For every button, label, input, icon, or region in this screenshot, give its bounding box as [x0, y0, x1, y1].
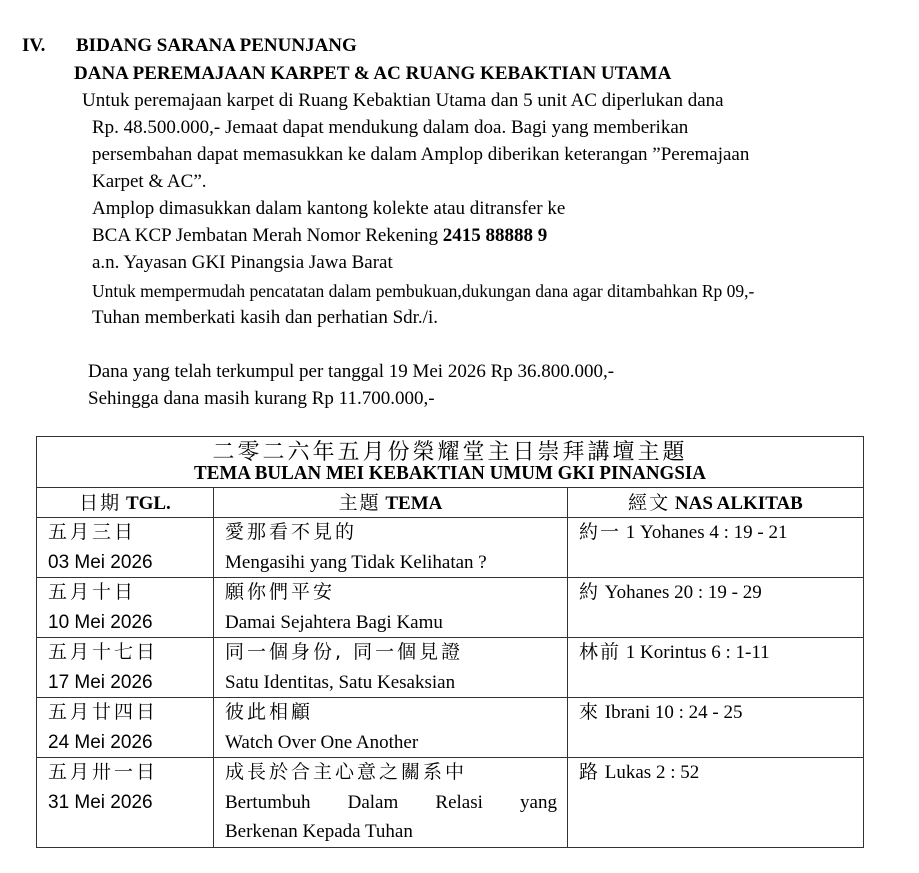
scripture-zh: 林前 [579, 641, 622, 663]
account-holder: a.n. Yayasan GKI Pinangsia Jawa Barat [92, 252, 393, 273]
table-row [37, 638, 864, 698]
column-header-theme [214, 488, 568, 518]
column-header-scripture-zh: 經文 [628, 492, 671, 514]
theme-word: Dalam [347, 791, 399, 813]
column-header-date [37, 488, 214, 518]
sermon-themes-table [36, 436, 864, 848]
column-header-scripture-label: NAS ALKITAB [674, 493, 803, 514]
theme-word: Relasi [435, 791, 483, 813]
scripture-zh: 路 [579, 761, 601, 783]
section-number: IV. [22, 35, 46, 56]
date-cell [37, 758, 214, 848]
table-row [37, 758, 864, 848]
remaining-funds: Sehingga dana masih kurang Rp 11.700.000,- [88, 388, 435, 409]
scripture-cell [568, 638, 864, 698]
scripture-zh: 來 [579, 701, 601, 723]
bank-account-prefix: BCA KCP Jembatan Merah Nomor Rekening [92, 225, 443, 246]
theme-cell [214, 758, 568, 848]
date-zh: 五月卅一日 [48, 761, 159, 783]
date: 31 Mei 2026 [48, 791, 153, 813]
scripture: Ibrani 10 : 24 - 25 [604, 702, 743, 723]
date-cell [37, 518, 214, 578]
theme: Watch Over One Another [225, 731, 419, 753]
scripture-zh: 約 [579, 581, 601, 603]
scripture: 1 Korintus 6 : 1-11 [625, 642, 770, 663]
date: 24 Mei 2026 [48, 731, 153, 753]
theme-cell [214, 518, 568, 578]
theme-zh: 愛那看不見的 [225, 521, 358, 543]
date-cell [37, 698, 214, 758]
scripture-cell [568, 578, 864, 638]
theme: Mengasihi yang Tidak Kelihatan ? [225, 551, 487, 573]
date-zh: 五月廿四日 [48, 701, 159, 723]
body-line-8: Untuk mempermudah pencatatan dalam pembukuan,dukungan dana agar ditambahkan Rp 09,- [92, 281, 755, 301]
column-header-theme-label: TEMA [385, 493, 443, 514]
theme-cell [214, 698, 568, 758]
theme-word: yang [520, 791, 557, 813]
theme-cell [214, 638, 568, 698]
bank-account-number: 2415 88888 9 [442, 225, 548, 246]
collected-funds: Dana yang telah terkumpul per tanggal 19 Mei 2026 Rp 36.800.000,- [88, 361, 615, 382]
theme-line-1 [225, 788, 567, 818]
date-zh: 五月十日 [48, 581, 137, 603]
scripture-cell [568, 758, 864, 848]
column-header-date-label: TGL. [125, 493, 171, 514]
date: 10 Mei 2026 [48, 611, 153, 633]
theme-zh: 彼此相顧 [225, 701, 314, 723]
theme-zh: 同一個身份, 同一個見證 [225, 641, 464, 663]
bank-account-line [92, 225, 547, 247]
theme-cell [214, 578, 568, 638]
table-title-zh: 二零二六年五月份榮耀堂主日崇拜講壇主題 [212, 440, 688, 465]
body-line-4: Karpet & AC”. [92, 171, 207, 192]
date: 03 Mei 2026 [48, 551, 153, 573]
theme-line-2: Berkenan Kepada Tuhan [225, 821, 413, 842]
table-row [37, 518, 864, 578]
date-zh: 五月十七日 [48, 641, 159, 663]
column-header-scripture [568, 488, 864, 518]
column-header-theme-zh: 主題 [338, 492, 381, 514]
body-line-5: Amplop dimasukkan dalam kantong kolekte atau ditransfer ke [92, 198, 566, 219]
theme: Satu Identitas, Satu Kesaksian [225, 671, 456, 693]
body-line-1: Untuk peremajaan karpet di Ruang Kebaktian Utama dan 5 unit AC diperlukan dana [82, 90, 724, 111]
table-row [37, 578, 864, 638]
date-cell [37, 638, 214, 698]
scripture-cell [568, 698, 864, 758]
theme-zh: 成長於合主心意之關系中 [225, 761, 468, 783]
date: 17 Mei 2026 [48, 671, 153, 693]
scripture-zh: 約一 [579, 521, 622, 543]
column-header-date-zh: 日期 [79, 492, 122, 514]
scripture: Lukas 2 : 52 [604, 762, 700, 783]
body-line-2: Rp. 48.500.000,- Jemaat dapat mendukung dalam doa. Bagi yang memberikan [92, 117, 689, 138]
date-zh: 五月三日 [48, 521, 137, 543]
section-title: BIDANG SARANA PENUNJANG [76, 35, 357, 56]
scripture: Yohanes 20 : 19 - 29 [604, 582, 762, 603]
theme: Damai Sejahtera Bagi Kamu [225, 611, 443, 633]
theme-zh: 願你們平安 [225, 581, 336, 603]
body-line-9: Tuhan memberkati kasih dan perhatian Sdr./i. [92, 307, 438, 328]
date-cell [37, 578, 214, 638]
table-title-id: TEMA BULAN MEI KEBAKTIAN UMUM GKI PINANGSIA [194, 462, 706, 485]
theme-word: Bertumbuh [225, 791, 311, 813]
table-row [37, 698, 864, 758]
scripture: 1 Yohanes 4 : 19 - 21 [625, 522, 788, 543]
body-line-3: persembahan dapat memasukkan ke dalam Amplop diberikan keterangan ”Peremajaan [92, 144, 750, 165]
scripture-cell [568, 518, 864, 578]
section-subtitle: DANA PEREMAJAAN KARPET & AC RUANG KEBAKTIAN UTAMA [74, 63, 672, 84]
table-title [37, 437, 864, 488]
